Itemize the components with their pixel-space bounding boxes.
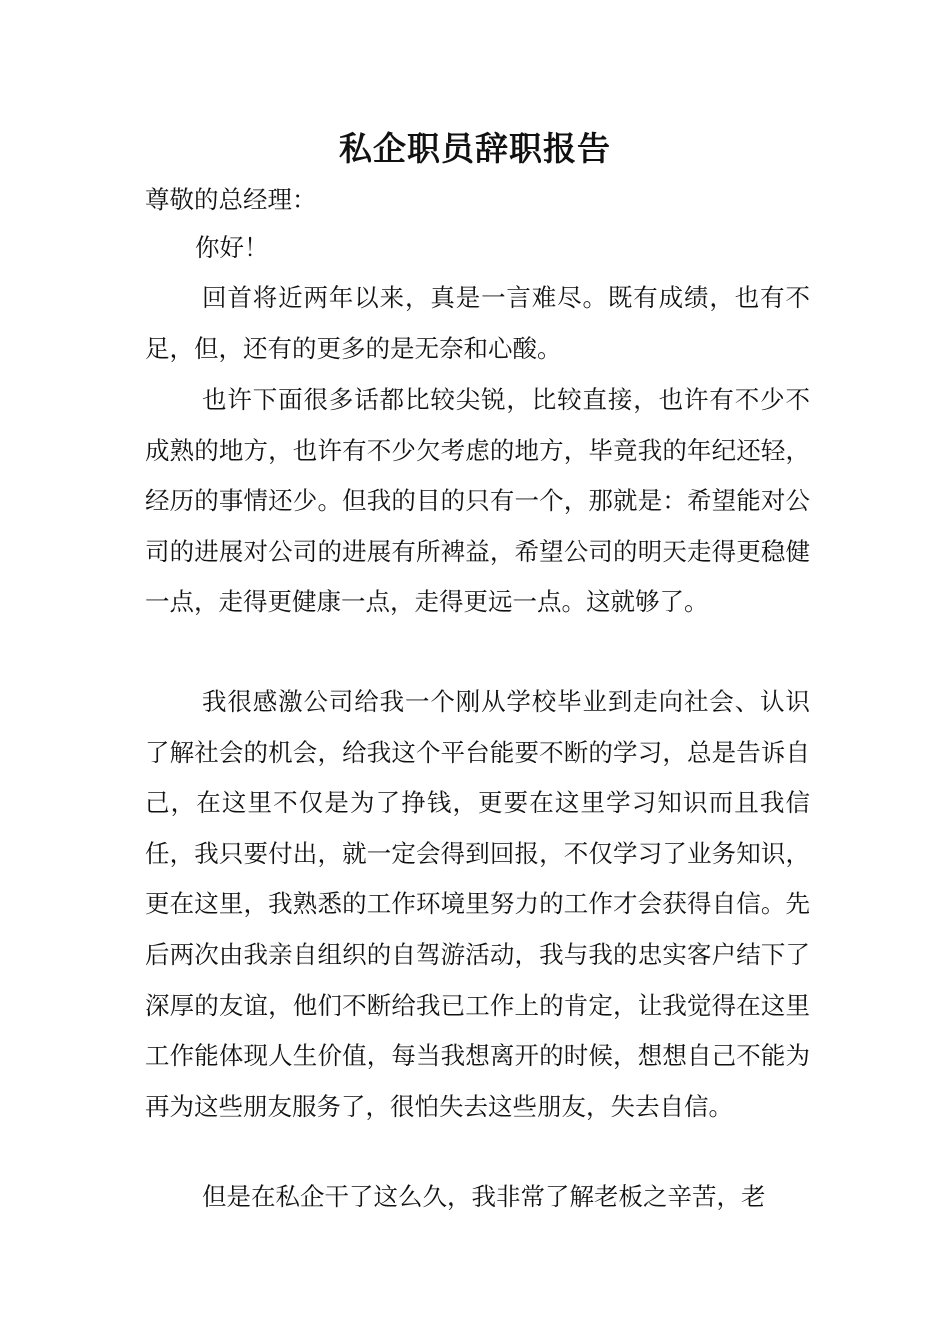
document-title: 私企职员辞职报告 bbox=[339, 129, 611, 168]
salutation: 尊敬的总经理： bbox=[145, 185, 317, 214]
paragraph: 回首将近两年以来，真是一言难尽。既有成绩，也有不足，但，还有的更多的是无奈和心酸。 bbox=[145, 283, 810, 363]
greeting: 你好！ bbox=[195, 233, 269, 262]
paragraph: 也许下面很多话都比较尖锐，比较直接，也许有不少不成熟的地方，也许有不少欠考虑的地方，毕竟我的年纪还轻，经历的事情还少。但我的目的只有一个，那就是：希望能对公司的进展对公司的进展有所裨益，希望公司的明天走得更稳健一点，走得更健康一点，走得更远一点。这就够了。 bbox=[145, 385, 810, 617]
paragraph: 我很感激公司给我一个刚从学校毕业到走向社会、认识了解社会的机会，给我这个平台能要不断的学习，总是告诉自己，在这里不仅是为了挣钱，更要在这里学习知识而且我信任，我只要付出，就一定会得到回报，不仅学习了业务知识，更在这里，我熟悉的工作环境里努力的工作才会获得自信。先后两次由我亲自组织的自驾游活动，我与我的忠实客户结下了深厚的友谊，他们不断给我已工作上的肯定，让我觉得在这里工作能体现人生价值，每当我想离开的时候，想想自己不能为再为这些朋友服务了，很怕失去这些朋友，失去自信。 bbox=[145, 687, 810, 1121]
paragraph: 但是在私企干了这么久，我非常了解老板之辛苦，老 bbox=[202, 1182, 766, 1211]
